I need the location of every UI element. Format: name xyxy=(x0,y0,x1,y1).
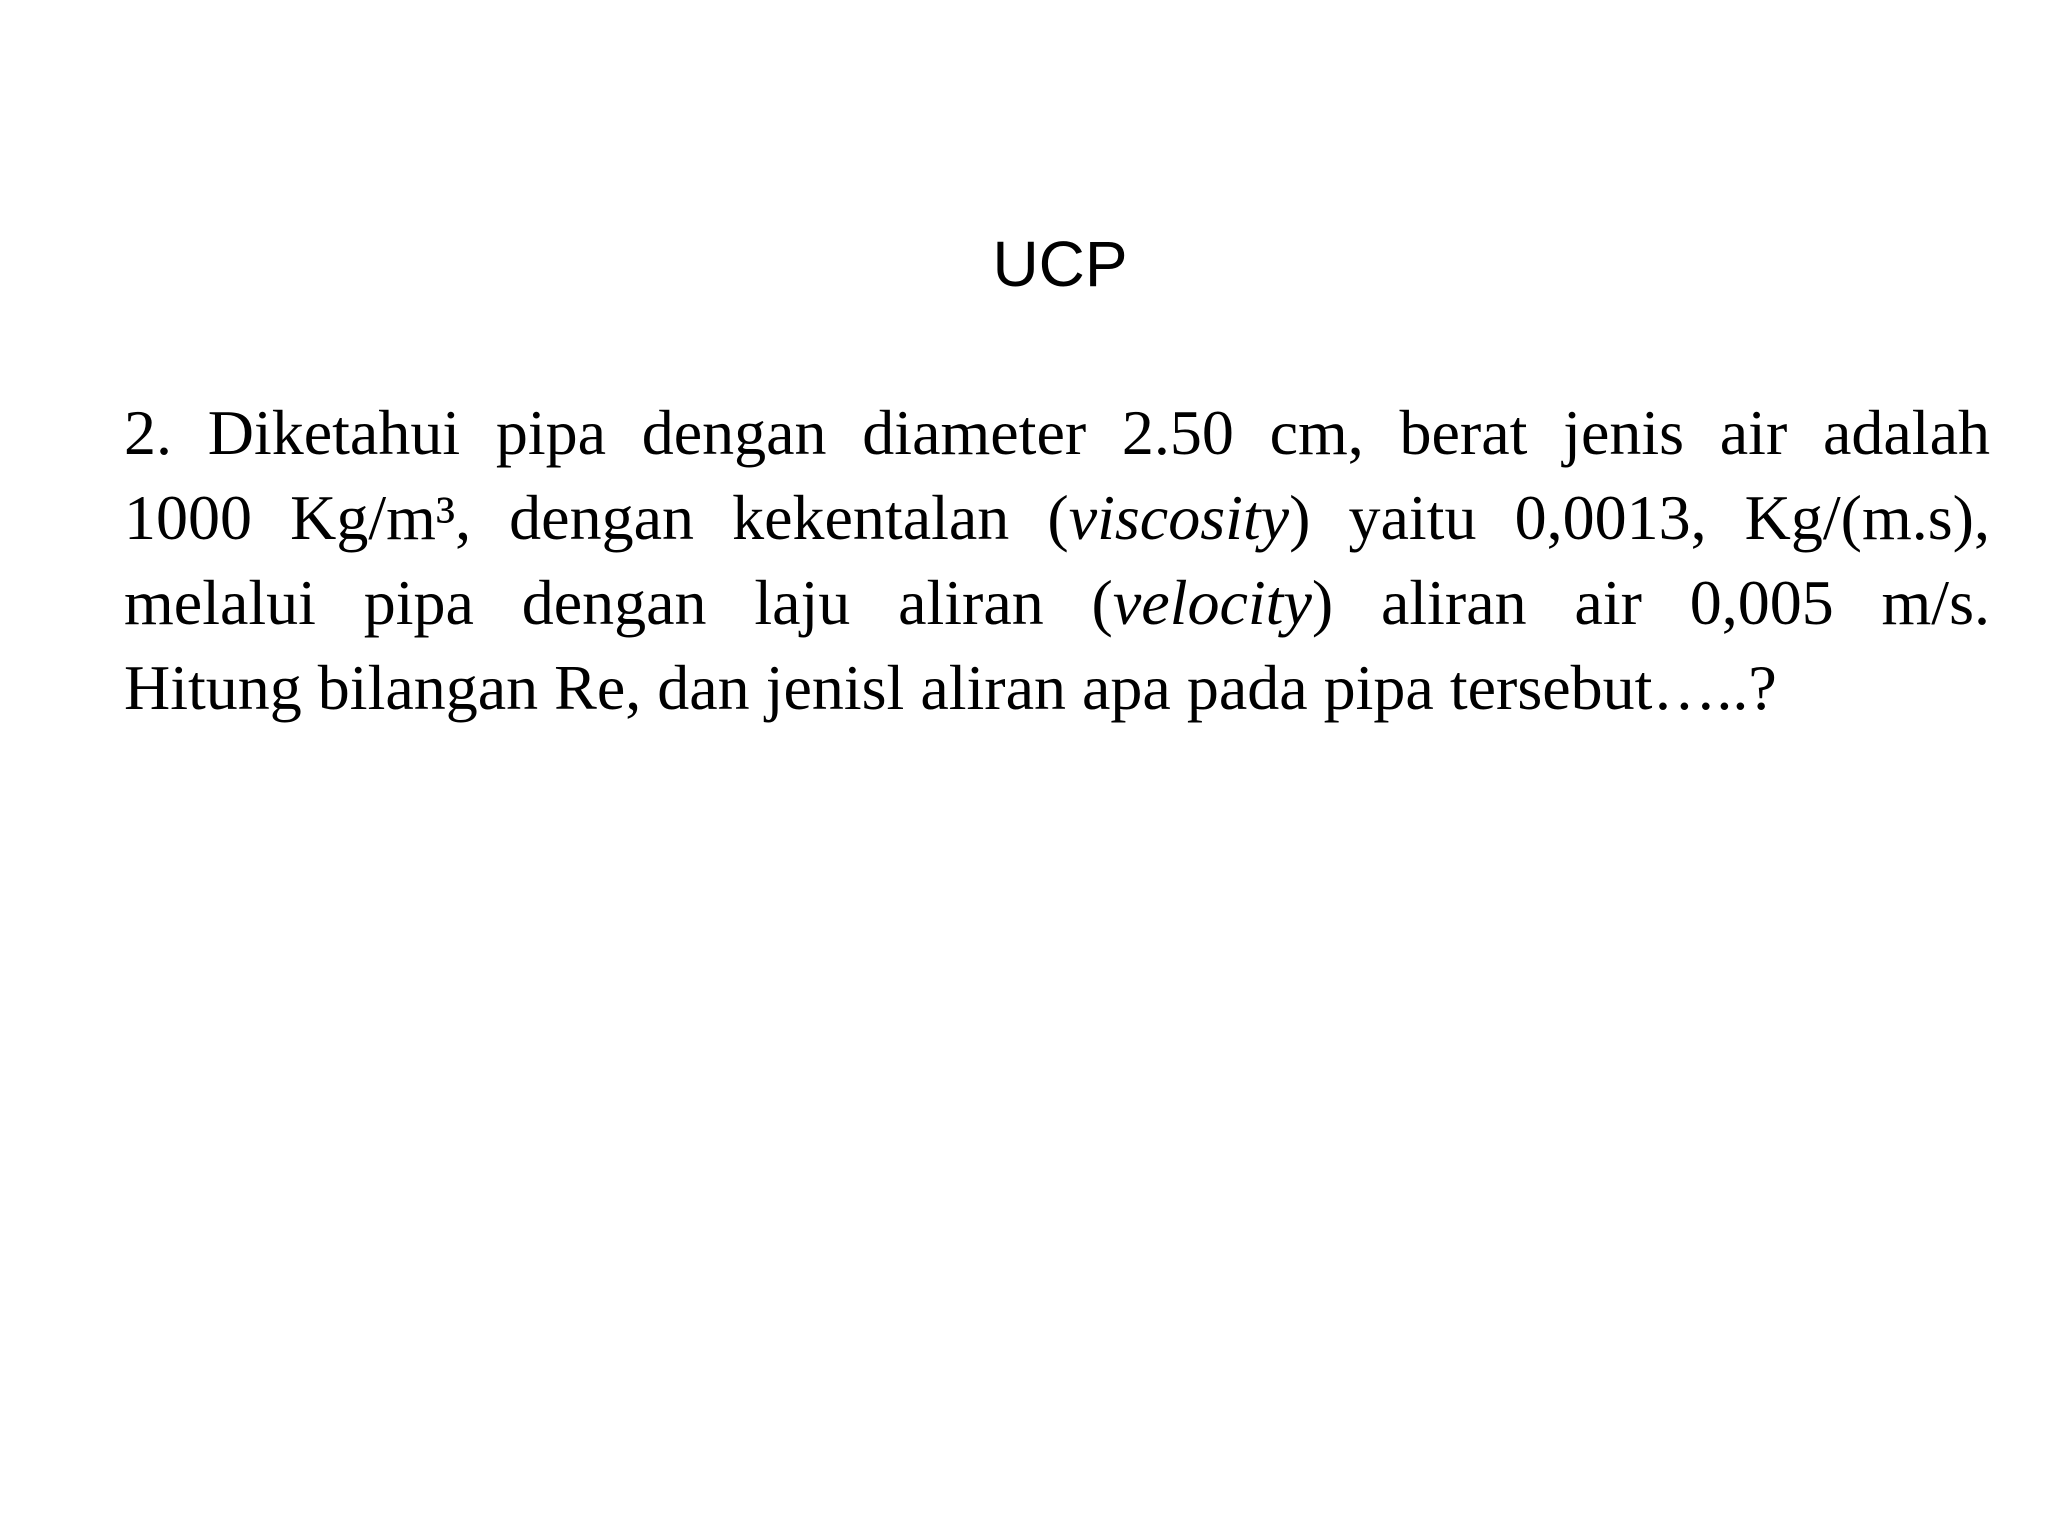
slide-title: UCP xyxy=(992,228,1128,300)
question-line-2-text-a: 1000 Kg/m³, dengan kekentalan ( xyxy=(124,482,1069,553)
question-line-3 xyxy=(124,560,1990,645)
question-line-3-text-a: melalui pipa dengan laju aliran ( xyxy=(124,567,1113,638)
question-line-4-text: Hitung bilangan Re, dan jenisl aliran apa pada pipa tersebut…..? xyxy=(124,652,1777,723)
question-text xyxy=(124,390,1990,730)
question-line-1 xyxy=(124,390,1990,475)
question-line-2-text-b: ) yaitu 0,0013, Kg/(m.s), xyxy=(1289,482,1990,553)
question-term-velocity: velocity xyxy=(1112,567,1312,638)
question-line-1-text: 2. Diketahui pipa dengan diameter 2.50 cm, berat jenis air adalah xyxy=(124,397,1990,468)
question-line-3-text-b: ) aliran air 0,005 m/s. xyxy=(1311,567,1990,638)
question-line-4 xyxy=(124,645,1990,730)
question-line-2 xyxy=(124,475,1990,560)
question-term-viscosity: viscosity xyxy=(1068,482,1290,553)
